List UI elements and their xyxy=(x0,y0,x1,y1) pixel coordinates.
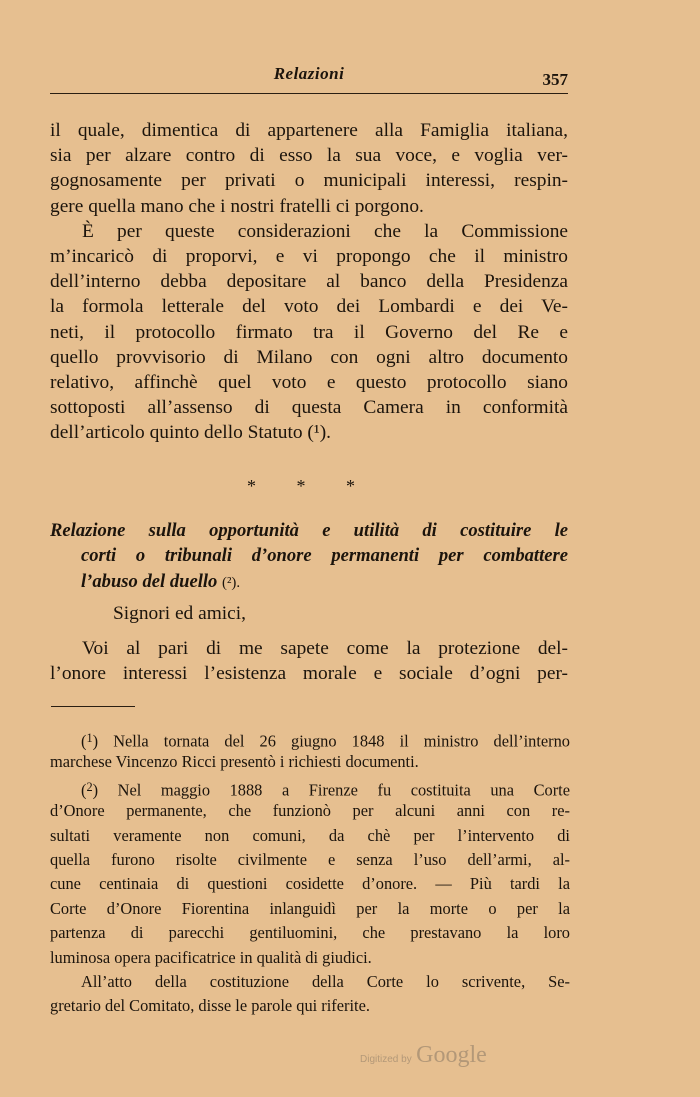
running-header xyxy=(50,64,568,94)
watermark-prefix: Digitized by xyxy=(360,1054,412,1065)
footnote-line: luminosa opera pacificatrice in qualità di giudici. xyxy=(50,947,372,967)
page-number: 357 xyxy=(542,70,568,89)
footnote-2-mark: 2 xyxy=(86,779,93,794)
footnote-2-line: ($^2$) Nel maggio 1888 a Firenze fu costituita una Corte xyxy=(81,779,570,800)
heading-line: Relazione sulla opportunità e utilità di costituire le xyxy=(50,520,568,541)
text-line: sottoposti all’assenso di questa Camera in conformità xyxy=(50,397,568,419)
footnote-line: partenza di parecchi gentiluomini, che prestavano la loro xyxy=(50,923,570,943)
text-line: la formola letterale del voto dei Lombardi e dei Ve- xyxy=(50,296,568,318)
footnote-line: cune centinaia di questioni cosidette d’onore. — Più tardi la xyxy=(50,874,570,894)
text-line: quello provvisorio di Milano con ogni altro documento xyxy=(50,346,568,368)
text-line: dell’articolo quinto dello Statuto (¹). xyxy=(50,422,331,444)
text-line: gere quella mano che i nostri fratelli ci porgono. xyxy=(50,195,424,217)
heading-line: corti o tribunali d’onore permanenti per combattere xyxy=(81,545,568,567)
footnote-1-line: ($^1$) Nella tornata del 26 giugno 1848 il ministro dell’interno xyxy=(81,731,571,751)
heading-line-text: l’abuso del duello xyxy=(81,570,218,592)
google-logo: Google xyxy=(416,1042,487,1068)
running-title: Relazioni xyxy=(273,64,345,83)
text-line: neti, il protocollo firmato tra il Governo del Re e xyxy=(50,321,568,343)
footnote-1-text: Nella tornata del 26 giugno 1848 il ministro dell’interno xyxy=(113,731,571,751)
text-line: gognosamente per privati o municipali interessi, respin- xyxy=(50,170,568,192)
paragraph-1 xyxy=(50,118,568,445)
footnote-line: gretario del Comitato, disse le parole qui riferite. xyxy=(50,996,370,1016)
digitized-watermark xyxy=(360,1042,487,1069)
text-line: l’onore interessi l’esistenza morale e sociale d’ogni per- xyxy=(50,663,568,685)
text-line: il quale, dimentica di appartenere alla Famiglia italiana, xyxy=(50,120,568,141)
text-line: È per queste considerazioni che la Commissione xyxy=(82,220,568,242)
footnote-line: Corte d’Onore Fiorentina inlanguidì per la morte o per la xyxy=(50,898,570,918)
footnote-1-mark: 1 xyxy=(86,731,93,745)
footnote-rule xyxy=(51,706,135,707)
footnote-2-text: Nel maggio 1888 a Firenze fu costituita una Corte xyxy=(117,780,570,800)
footnote-reference: (²). xyxy=(222,574,241,591)
footnote-line: marchese Vincenzo Ricci presentò i richiesti documenti. xyxy=(50,752,419,772)
heading-line-last xyxy=(50,569,568,594)
text-line: m’incaricò di proporvi, e vi propongo che il ministro xyxy=(50,245,568,267)
paragraph-2 xyxy=(50,636,568,686)
footnote-line: d’Onore permanente, che funzionò per alcuni anni con re- xyxy=(50,801,570,821)
relazione-heading xyxy=(50,518,568,594)
salutation: Signori ed amici, xyxy=(113,603,247,624)
header-rule xyxy=(50,93,568,94)
text-line: relativo, affinchè quel voto e questo protocollo siano xyxy=(50,371,568,393)
footnote-line: All’atto della costituzione della Corte lo scrivente, Se- xyxy=(81,971,570,991)
text-line: Voi al pari di me sapete come la protezione del- xyxy=(82,638,568,659)
section-separator: * * * xyxy=(247,476,373,496)
text-line: dell’interno debba depositare al banco della Presidenza xyxy=(50,271,568,293)
text-line: sia per alzare contro di esso la sua voce, e voglia ver- xyxy=(50,145,568,167)
footnote-line: quella furono risolte civilmente e senza l’uso dell’armi, al- xyxy=(50,849,570,869)
footnotes xyxy=(50,726,570,1019)
footnote-line: sultati veramente non comuni, da chè per l’intervento di xyxy=(50,825,570,845)
